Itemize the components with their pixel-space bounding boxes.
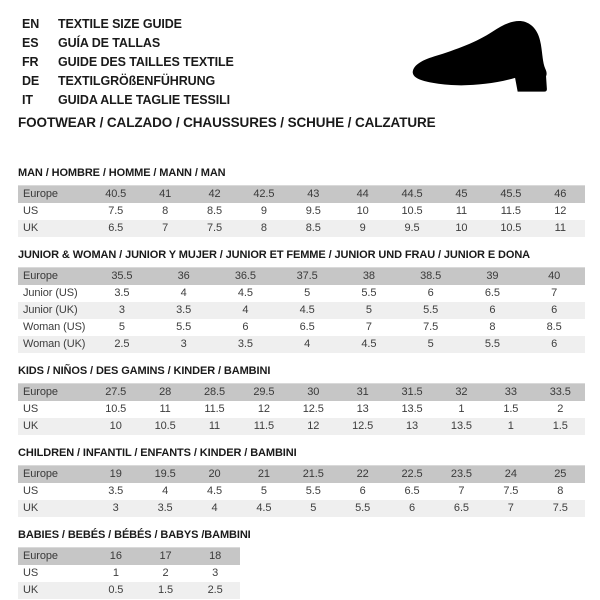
size-value: 17 [159,550,172,562]
size-value: 7 [507,502,514,514]
size-value: 1 [458,403,465,415]
guide-title-en: TEXTILE SIZE GUIDE [58,16,182,31]
size-value: 42 [208,188,221,200]
region-label: US [23,567,39,579]
size-value: 32 [455,386,468,398]
size-value: 13 [356,403,369,415]
region-label: Europe [23,550,58,562]
size-value: 5 [365,304,372,316]
size-value: 40.5 [105,188,127,200]
size-value: 7.5 [503,485,519,497]
size-value: 20 [208,468,221,480]
size-value: 7.5 [108,205,124,217]
region-label: US [23,403,39,415]
table-row [18,582,240,599]
size-value: 11.5 [253,420,274,432]
size-value: 11 [159,403,171,415]
table-row [18,384,585,402]
size-value: 5 [118,321,125,333]
size-value: 21 [257,468,270,480]
size-tables [18,167,585,599]
size-value: 21.5 [302,468,324,480]
size-value: 8 [162,205,169,217]
size-value: 18 [209,550,222,562]
size-table [18,267,585,353]
size-value: 6 [359,485,366,497]
guide-title-fr: GUIDE DES TAILLES TEXTILE [58,54,234,69]
size-value: 7 [551,287,558,299]
size-value: 13.5 [450,420,472,432]
table-row [18,565,240,582]
size-value: 9 [359,222,366,234]
size-value: 10.5 [105,403,127,415]
size-value: 3.5 [108,485,124,497]
size-value: 6 [551,338,558,350]
guide-title-es: GUÍA DE TALLAS [58,35,161,50]
size-value: 7.5 [552,502,568,514]
size-table-section [18,167,585,237]
size-value: 12 [307,420,320,432]
size-table [18,383,585,435]
size-value: 23.5 [450,468,472,480]
guide-title-de: TEXTILGRÖßENFÜHRUNG [58,73,216,88]
table-row [18,548,240,566]
table-title: BABIES / BEBÉS / BÉBÉS / BABYS /BAMBINI [18,529,251,541]
size-value: 11 [554,222,566,234]
table-row [18,302,585,319]
size-value: 12.5 [302,403,324,415]
language-code: FR [22,54,39,69]
size-value: 43 [307,188,320,200]
size-table-section [18,447,585,517]
size-value: 0.5 [108,584,124,596]
size-value: 28.5 [203,386,225,398]
size-value: 5.5 [355,502,371,514]
size-value: 7 [162,222,169,234]
size-value: 6 [427,287,434,299]
size-value: 10 [356,205,369,217]
region-label: Europe [23,386,58,398]
size-value: 3.5 [114,287,130,299]
region-label: UK [23,222,39,234]
size-value: 9.5 [404,222,420,234]
size-value: 2 [557,403,564,415]
size-value: 16 [109,550,122,562]
size-value: 6 [551,304,558,316]
region-label: Europe [23,468,58,480]
size-value: 2 [162,567,169,579]
size-value: 36.5 [234,270,256,282]
size-value: 4.5 [299,304,315,316]
size-value: 3.5 [237,338,253,350]
size-value: 6.5 [484,287,500,299]
size-value: 19.5 [154,468,176,480]
size-value: 4.5 [206,485,222,497]
size-value: 6 [409,502,416,514]
size-value: 31 [356,386,369,398]
size-value: 6.5 [404,485,420,497]
size-value: 11 [208,420,221,432]
region-label: UK [23,502,39,514]
size-value: 7.5 [423,321,439,333]
size-value: 4 [162,485,169,497]
size-value: 7 [458,485,465,497]
size-value: 40 [548,270,561,282]
size-value: 10 [455,222,468,234]
region-label: Europe [23,188,58,200]
size-value: 42.5 [253,188,275,200]
table-row [18,268,585,286]
region-label: US [23,205,39,217]
size-value: 28 [159,386,172,398]
size-value: 11.5 [500,205,521,217]
size-value: 5 [304,287,311,299]
size-value: 12 [554,205,567,217]
size-value: 6 [242,321,249,333]
table-row [18,336,585,353]
size-value: 39 [486,270,499,282]
size-value: 1.5 [552,420,568,432]
size-value: 38 [362,270,375,282]
table-title: KIDS / NIÑOS / DES GAMINS / KINDER / BAMBINI [18,365,271,377]
size-value: 44 [356,188,369,200]
size-value: 10.5 [500,222,522,234]
size-value: 3 [212,567,219,579]
size-value: 5.5 [484,338,500,350]
size-table-section [18,529,585,599]
size-value: 25 [554,468,567,480]
size-value: 9.5 [305,205,321,217]
size-value: 8 [557,485,564,497]
size-value: 8 [260,222,267,234]
size-value: 9 [260,205,267,217]
region-label: Woman (UK) [23,338,86,350]
size-value: 5 [310,502,317,514]
size-value: 46 [554,188,567,200]
table-row [18,186,585,204]
size-value: 10 [109,420,122,432]
table-row [18,220,585,237]
size-value: 5.5 [305,485,321,497]
size-value: 5 [427,338,434,350]
size-value: 31.5 [401,386,423,398]
size-value: 11 [455,205,468,217]
size-value: 12 [257,403,270,415]
size-value: 6 [489,304,496,316]
table-row [18,500,585,517]
size-value: 37.5 [296,270,318,282]
category-line: FOOTWEAR / CALZADO / CHAUSSURES / SCHUHE / CALZATURE [18,115,436,130]
table-row [18,483,585,500]
size-value: 24 [504,468,517,480]
size-value: 33 [504,386,517,398]
table-row [18,203,585,220]
table-row [18,319,585,336]
size-value: 8.5 [546,321,562,333]
size-value: 22 [356,468,369,480]
language-code: IT [22,92,33,107]
size-value: 19 [109,468,122,480]
size-value: 4.5 [361,338,377,350]
size-value: 41 [159,188,172,200]
region-label: Junior (US) [23,287,78,299]
size-value: 4 [242,304,249,316]
size-value: 27.5 [105,386,127,398]
size-value: 4 [304,338,311,350]
size-value: 3 [180,338,187,350]
size-value: 8.5 [206,205,222,217]
size-value: 4 [211,502,218,514]
size-value: 5.5 [176,321,192,333]
size-value: 13.5 [401,403,423,415]
size-value: 38.5 [420,270,442,282]
guide-title-it: GUIDA ALLE TAGLIE TESSILI [58,92,231,107]
size-value: 4.5 [237,287,253,299]
size-value: 6.5 [108,222,124,234]
size-value: 1.5 [503,403,519,415]
shoe-icon [400,16,582,102]
table-row [18,418,585,435]
size-value: 3 [118,304,125,316]
size-value: 45 [455,188,468,200]
table-row [18,285,585,302]
size-value: 4 [180,287,187,299]
size-table [18,547,240,599]
size-value: 36 [177,270,190,282]
size-value: 2.5 [114,338,130,350]
size-value: 10.5 [154,420,176,432]
size-value: 3 [112,502,119,514]
region-label: UK [23,584,39,596]
size-value: 4.5 [256,502,272,514]
size-value: 7.5 [206,222,222,234]
size-value: 5.5 [423,304,439,316]
size-value: 5 [260,485,267,497]
table-title: MAN / HOMBRE / HOMME / MANN / MAN [18,167,226,179]
language-code: DE [22,73,40,88]
size-table [18,185,585,237]
size-value: 35.5 [111,270,133,282]
size-value: 1 [507,420,514,432]
size-value: 29.5 [253,386,275,398]
size-value: 33.5 [549,386,571,398]
size-value: 6.5 [453,502,469,514]
table-row [18,401,585,418]
size-value: 11.5 [204,403,225,415]
size-value: 5.5 [361,287,377,299]
region-label: Europe [23,270,58,282]
size-value: 30 [307,386,320,398]
size-table [18,465,585,517]
size-value: 13 [406,420,419,432]
size-value: 44.5 [401,188,423,200]
table-row [18,466,585,484]
region-label: Junior (UK) [23,304,78,316]
size-value: 3.5 [176,304,192,316]
size-value: 10.5 [401,205,423,217]
size-value: 3.5 [157,502,173,514]
language-code: ES [22,35,39,50]
size-value: 6.5 [299,321,315,333]
size-value: 8 [489,321,496,333]
table-title: CHILDREN / INFANTIL / ENFANTS / KINDER / BAMBINI [18,447,297,459]
size-table-section [18,365,585,435]
language-code: EN [22,16,40,31]
size-value: 2.5 [207,584,223,596]
size-value: 7 [365,321,372,333]
region-label: US [23,485,39,497]
size-value: 22.5 [401,468,423,480]
size-value: 12.5 [352,420,374,432]
region-label: Woman (US) [23,321,86,333]
size-table-section [18,249,585,353]
size-value: 8.5 [305,222,321,234]
size-value: 45.5 [500,188,522,200]
table-title: JUNIOR & WOMAN / JUNIOR Y MUJER / JUNIOR ET FEMME / JUNIOR UND FRAU / JUNIOR E DONA [18,249,531,261]
region-label: UK [23,420,39,432]
size-value: 1 [112,567,119,579]
size-value: 1.5 [157,584,173,596]
